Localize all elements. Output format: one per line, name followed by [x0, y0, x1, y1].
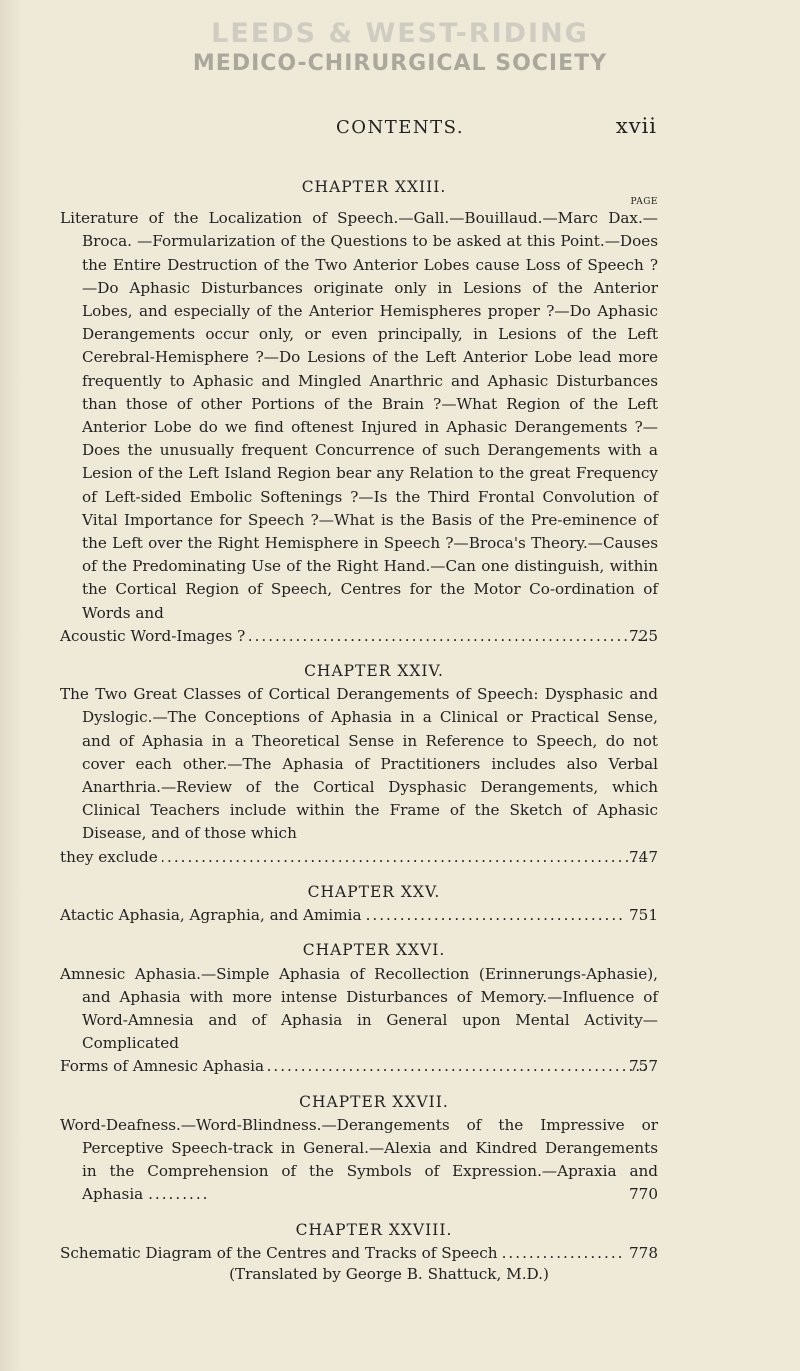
chapter-tail-text: Forms of Amnesic Aphasia [60, 1057, 265, 1076]
chapter-heading: CHAPTER XXVI. [302, 941, 446, 960]
chapter-summary [60, 963, 658, 1079]
chapter-tail-line [60, 904, 658, 927]
leader-dots [268, 1055, 647, 1078]
chapter-page-number[interactable]: 770 [629, 1185, 658, 1204]
chapter-heading: CHAPTER XXIV. [304, 662, 444, 681]
contents-list [60, 176, 658, 1298]
page-column-label: PAGE [630, 197, 658, 208]
chapter-entry [60, 176, 658, 648]
stamp-line-1: LEEDS & WEST-RIDING [211, 18, 589, 49]
chapter-summary [60, 904, 658, 927]
chapter-summary-text: Literature of the Localization of Speech.—Gall.—Bouillaud.—Marc Dax.—Broca. —Formularization of the Questions to be asked at this Point.—Does the Entire Destruction of the Two Anterior Lobes cause Loss of Speech ?—Do Aphasic Disturbances originate only in Lesions of the Anterior Lobes, and especially of the Anterior Hemispheres proper ?—Do Aphasic Derangements occur only, or even principally, in Lesions of the Left Cerebral-Hemisphere ?—Do Lesions of the Left Anterior Lobe lead more frequently to Aphasic and Mingled Anarthric and Aphasic Disturbances than those of other Portions of the Brain ?—What Region of the Left Anterior Lobe do we find oftenest Injured in Aphasic Derangements ?—Does the unusually frequent Concurrence of such Derangements with a Lesion of the Left Island Region bear any Relation to the great Frequency of Left-sided Embolic Softenings ?—Is the Third Frontal Convolution of Vital Importance for Speech ?—What is the Basis of the Pre-eminence of the Left over the Right Hemisphere in Speech ?—Broca's Theory.—Causes of the Predominating Use of the Right Hand.—Can one distinguish, within the Cortical Region of Speech, Centres for the Motor Co-ordination of Words and [60, 209, 658, 622]
chapter-heading: CHAPTER XXVIII. [295, 1220, 453, 1239]
leader-dots [502, 1242, 625, 1265]
chapter-heading: CHAPTER XXV. [307, 882, 441, 901]
leader-dots [162, 846, 647, 869]
chapter-tail-line [60, 1055, 658, 1078]
translator-credit: (Translated by George B. Shattuck, M.D.) [229, 1264, 549, 1283]
chapter-tail-line [60, 846, 658, 869]
running-head-page-number: xvii [615, 114, 657, 138]
chapter-heading: CHAPTER XXVII. [299, 1092, 449, 1111]
chapter-summary-text: Word-Deafness.—Word-Blindness.—Derangements of the Impressive or Perceptive Speech-track in General.—Alexia and Kindred Derangements in the Comprehension of the Symbols of Expression.—Apraxia and Aphasia [60, 1115, 658, 1204]
chapter-entry [60, 881, 658, 927]
chapter-entry [60, 660, 658, 869]
chapter-tail-text: Schematic Diagram of the Centres and Tracks of Speech [60, 1243, 498, 1262]
chapter-page-number[interactable]: 725 [629, 626, 658, 645]
chapter-tail-line [60, 625, 658, 648]
chapter-heading: CHAPTER XXIII. [301, 178, 447, 196]
stamp-line-2: MEDICO-CHIRURGICAL SOCIETY [192, 51, 608, 76]
chapter-summary [60, 683, 658, 869]
leader-dots [249, 625, 647, 648]
chapter-summary-text: The Two Great Classes of Cortical Derangements of Speech: Dysphasic and Dyslogic.—The Conceptions of Aphasia in a Clinical or Practical Sense, and of Aphasia in a Theoretical Sense in Reference to Speech, do not cover each other.—The Aphasia of Practitioners includes also Verbal Anarthria.—Review of the Cortical Dysphasic Derangements, which Clinical Teachers include within the Frame of the Sketch of Aphasic Disease, and of those which [60, 685, 658, 843]
chapter-summary [60, 207, 658, 648]
library-stamp [0, 18, 800, 76]
chapter-page-number[interactable]: 747 [629, 847, 658, 866]
chapter-page-number[interactable]: 757 [629, 1057, 658, 1076]
chapter-entry [60, 1091, 658, 1207]
page-edge [0, 0, 22, 1371]
chapter-tail-line [60, 1242, 658, 1265]
chapter-tail-text: Atactic Aphasia, Agraphia, and Amimia [60, 906, 362, 925]
chapter-tail-text: Acoustic Word-Images ? [60, 626, 246, 645]
chapter-page-number[interactable]: 778 [629, 1243, 658, 1262]
chapter-summary [60, 1114, 658, 1207]
chapter-summary-text: Amnesic Aphasia.—Simple Aphasia of Recollection (Erinnerungs-Aphasie), and Aphasia with more intense Disturbances of Memory.—Influence of Word-Amnesia and of Aphasia in General upon Mental Activity— Complicated [60, 964, 658, 1053]
chapter-entry [60, 939, 658, 1078]
chapter-entry [60, 1219, 658, 1287]
chapter-tail-text: they exclude [60, 847, 158, 866]
chapter-summary [60, 1242, 658, 1286]
chapter-page-number[interactable]: 751 [629, 906, 658, 925]
running-head [0, 114, 800, 147]
leader-dots [366, 904, 625, 927]
running-head-title: CONTENTS. [335, 117, 465, 138]
leader-dots: ......... [148, 1185, 210, 1204]
